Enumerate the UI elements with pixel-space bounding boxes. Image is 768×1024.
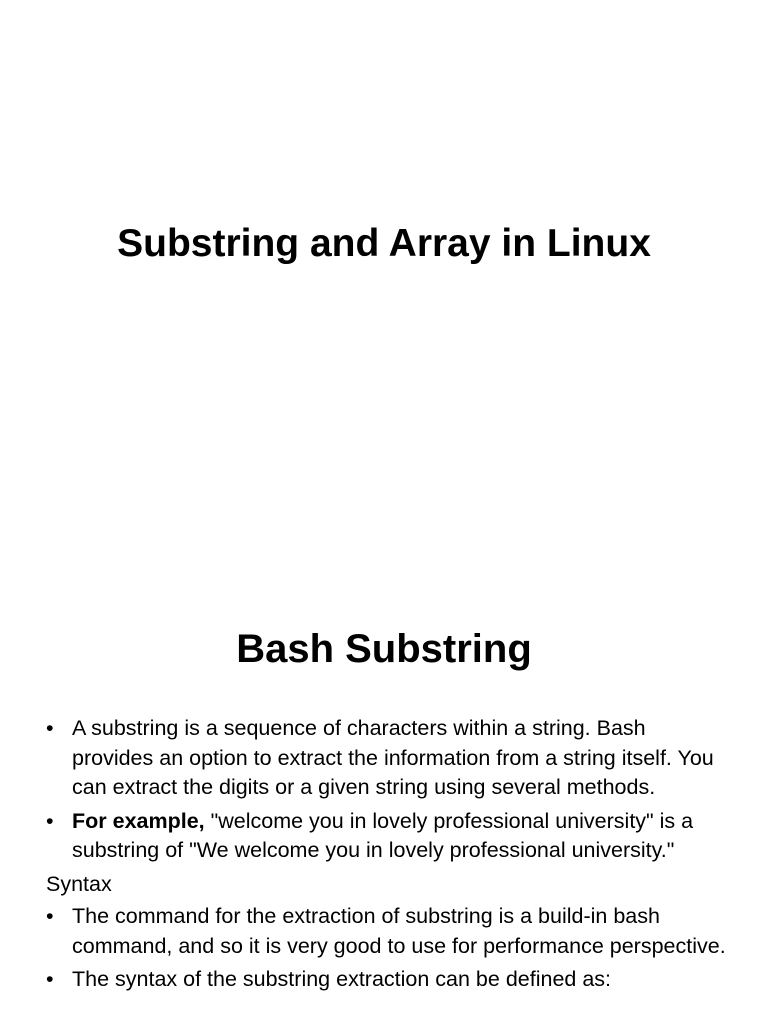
bullet-icon: • — [46, 904, 54, 928]
bullet-text: A substring is a sequence of characters within a string. Bash provides an option to extract the information from a string itself. You can extract the digits or a given string using several methods. — [72, 716, 714, 799]
bullet-text: "welcome you in lovely professional university" is a substring of "We welcome you in lovely professional university." — [72, 808, 694, 862]
slide-heading: Bash Substring — [236, 627, 532, 671]
syntax-label: Syntax — [46, 871, 112, 896]
bullet-bold-text: For example, — [72, 808, 205, 833]
slide-2 — [0, 576, 768, 1024]
bullet-item — [46, 902, 726, 961]
bullet-item — [46, 965, 726, 995]
bullet-text: The command for the extraction of substring is a build-in bash command, and so it is very good to use for performance perspective. — [72, 904, 726, 958]
bullet-icon: • — [46, 716, 54, 740]
bullet-icon: • — [46, 808, 54, 833]
bullet-item — [46, 807, 726, 866]
slide-title: Substring and Array in Linux — [117, 222, 651, 265]
bullet-item — [46, 714, 726, 803]
slide-body — [46, 714, 726, 999]
bullet-icon: • — [46, 967, 54, 991]
bullet-text: The syntax of the substring extraction can be defined as: — [72, 967, 612, 991]
